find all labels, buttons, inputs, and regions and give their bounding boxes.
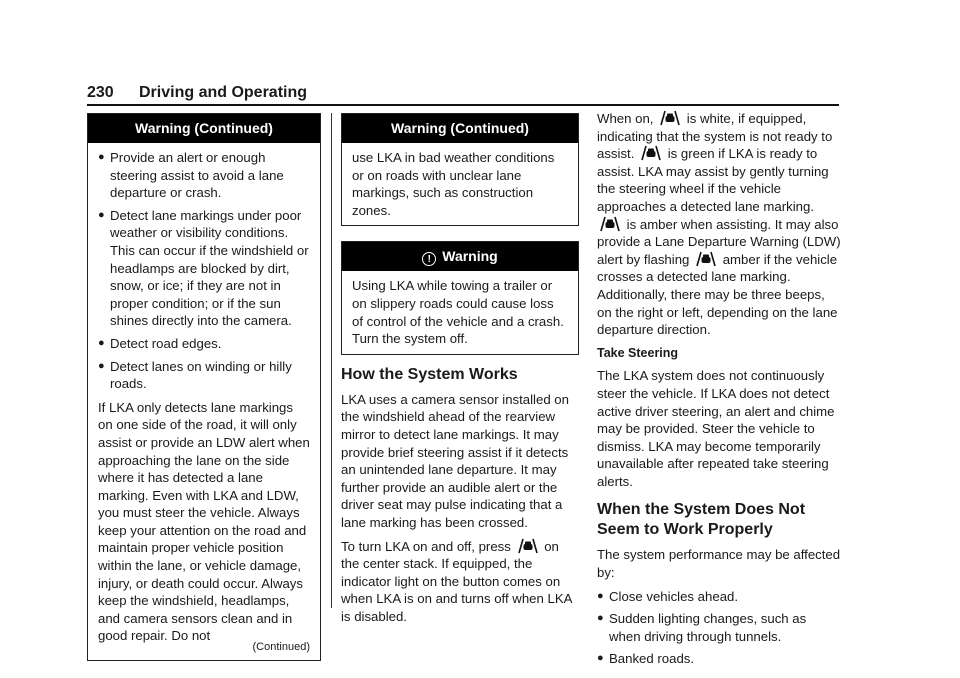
page-number: 230 <box>87 84 114 101</box>
body-paragraph: LKA uses a camera sensor installed on the windshield ahead of the rearview mirror to detect lane markings. It may provide brief steering assist if it detects an unintended lane departure. It may further provide an audible alert or the driver seat may pulse indicating that a lane marking has been crossed. <box>341 391 569 530</box>
bullet-icon: ● <box>98 208 105 221</box>
body-paragraph: When on, is white, if equipped, indicating that the system is not ready to assist. is green if LKA is ready to assist. LKA may assist by gently turning the steering wheel if the vehicle approaches a detected lane marking. is amber when assisting. It may also provide a Lane Departure Warning (LDW) alert by flashing amber if the vehicle crosses a detected lane marking. Additionally, there may be three beeps, on the right or left, depending on the lane departure direction. <box>597 111 841 338</box>
list-item: ● Banked roads. <box>597 651 695 667</box>
lane-keep-assist-icon <box>599 216 621 232</box>
warning-box <box>341 241 579 354</box>
warning-paragraph: If LKA only detects lane markings on one side of the road, it will only assist or provide an LDW alert when approaching the lane on the side where it has detected a lane marking. Even with LKA and LDW, you must steer the vehicle. Always keep your attention on the road and maintain proper vehicle position within the lane, or vehicle damage, injury, or death could occur. Always keep the windshield, headlamps, and camera sensors clean and in good repair. Do not <box>98 399 310 644</box>
bullet-icon: ● <box>98 336 105 349</box>
warning-box-title: Warning <box>442 248 498 265</box>
section-heading: How the System Works <box>341 365 518 383</box>
column-1 <box>87 113 321 661</box>
warning-text: use LKA in bad weather conditions or on roads with unclear lane markings, such as construction zones. <box>352 150 555 218</box>
body-paragraph: The system performance may be affected by: <box>597 547 841 581</box>
warning-box-head <box>342 242 578 271</box>
bullet-icon: ● <box>98 151 105 163</box>
section-title: Driving and Operating <box>139 84 308 101</box>
page-header <box>87 82 839 106</box>
warning-box-title: Warning (Continued) <box>342 114 578 143</box>
subheading: Take Steering <box>597 345 679 360</box>
warning-box-body <box>88 143 320 660</box>
warning-continued-box <box>87 113 321 661</box>
continued-label: (Continued) <box>252 641 310 654</box>
list-item: ● Close vehicles ahead. <box>597 588 739 604</box>
column-2 <box>341 113 579 631</box>
warning-text: Using LKA while towing a trailer or on slippery roads could cause loss of control of the vehicle and a crash. Turn the system off. <box>352 278 564 347</box>
list-item: ● Detect road edges. <box>98 335 222 351</box>
body-paragraph: To turn LKA on and off, press on the center stack. If equipped, the indicator light on the button comes on when LKA is on and turns off when LKA is disabled. <box>341 538 572 624</box>
body-paragraph: The LKA system does not continuously steer the vehicle. If LKA does not detect active driver steering, an alert and chime may be provided. Steer the vehicle to dismiss. LKA may become temporarily unavailable after repeated take steering alerts. <box>597 368 835 489</box>
bullet-icon: ● <box>597 612 604 625</box>
bullet-icon: ● <box>597 589 604 602</box>
header-rule <box>87 104 839 106</box>
list-item: ● Detect lanes on winding or hilly roads. <box>98 358 292 392</box>
warning-box-title: Warning (Continued) <box>88 114 320 143</box>
warning-bullet-list <box>98 149 310 393</box>
list-item: ● Detect lane markings under poor weather or visibility conditions. This can occur if the windshield or headlamps are blocked by dirt, snow, or ice; if they are not in proper condition; or if the sun shines directly into the camera. <box>98 207 309 329</box>
lane-keep-assist-icon <box>659 110 681 126</box>
lane-keep-assist-icon <box>517 538 539 554</box>
column-3 <box>597 110 841 673</box>
warning-icon: ! <box>422 252 436 266</box>
list-item: ● Provide an alert or enough steering assist to avoid a lane departure or crash. <box>98 150 284 201</box>
list-item: ● Sudden lighting changes, such as when driving through tunnels. <box>597 611 807 644</box>
bullet-icon: ● <box>597 652 604 665</box>
section-heading: When the System Does Not Seem to Work Properly <box>597 501 806 539</box>
lane-keep-assist-icon <box>695 251 717 267</box>
bullet-icon: ● <box>98 359 105 372</box>
bullet-list <box>597 588 841 668</box>
lane-keep-assist-icon <box>640 145 662 161</box>
warning-continued-box-2 <box>341 113 579 226</box>
column-divider <box>331 113 332 608</box>
